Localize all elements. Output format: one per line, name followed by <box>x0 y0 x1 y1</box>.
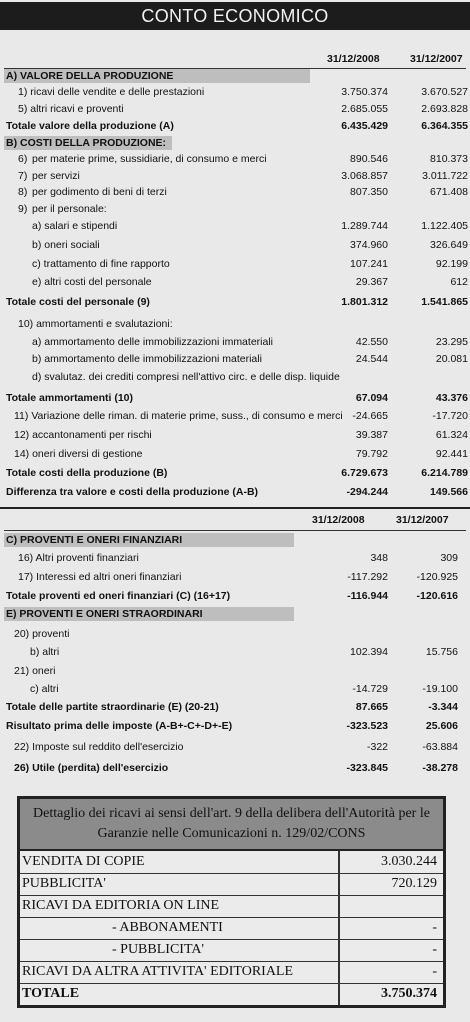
table-row: 7) per servizi 3.068.857 3.011.722 <box>18 170 468 182</box>
table-row: 10) ammortamenti e svalutazioni: <box>18 318 173 330</box>
table-row: d) svalutaz. dei crediti compresi nell'attivo circ. e delle disp. liquide <box>32 371 340 383</box>
table-row: 16) Altri proventi finanziari 348 309 <box>18 552 458 564</box>
total-row: Differenza tra valore e costi della produzione (A-B) -294.244 149.566 <box>6 486 468 498</box>
revenue-detail-header-line1: Dettaglio dei ricavi ai sensi dell'art. 9 della delibera dell'Autorità per le <box>33 806 430 821</box>
section-divider <box>0 507 470 509</box>
total-row: Totale costi della produzione (B) 6.729.673 6.214.789 <box>6 467 468 479</box>
table-row: e) altri costi del personale 29.367 612 <box>32 276 468 288</box>
total-row: Totale ammortamenti (10) 67.094 43.376 <box>6 392 468 404</box>
table-row: b) ammortamento delle immobilizzazioni materiali 24.544 20.081 <box>32 353 468 365</box>
table-row: 11) Variazione delle riman. di materie prime, suss., di consumo e merci -24.665 -17.720 <box>14 410 468 422</box>
revenue-detail-header <box>20 799 443 851</box>
table-row: 17) Interessi ed altri oneri finanziari -117.292 -120.925 <box>18 571 458 583</box>
table-row: - PUBBLICITA' - <box>20 939 443 962</box>
table-row: 12) accantonamenti per rischi 39.387 61.324 <box>14 429 468 441</box>
table-row: VENDITA DI COPIE 3.030.244 <box>20 851 443 874</box>
table-row: RICAVI DA ALTRA ATTIVITA' EDITORIALE - <box>20 961 443 984</box>
section-header-c: C) PROVENTI E ONERI FINANZIARI <box>0 532 470 548</box>
table-row: 5) altri ricavi e proventi 2.685.055 2.693.828 <box>18 103 468 115</box>
section-header-a: A) VALORE DELLA PRODUZIONE <box>0 68 470 84</box>
table-row: - ABBONAMENTI - <box>20 917 443 940</box>
table-row: 14) oneri diversi di gestione 79.792 92.441 <box>14 448 468 460</box>
table-row: PUBBLICITA' 720.129 <box>20 873 443 896</box>
total-row: Totale proventi ed oneri finanziari (C) (16+17) -116.944 -120.616 <box>6 590 458 602</box>
table-row: b) oneri sociali 374.960 326.649 <box>32 239 468 251</box>
divider <box>4 530 466 531</box>
total-row: 26) Utile (perdita) dell'esercizio -323.845 -38.278 <box>14 762 458 774</box>
total-row: Risultato prima delle imposte (A-B+-C+-D+-E) -323.523 25.606 <box>6 720 458 732</box>
section-header-e: E) PROVENTI E ONERI STRAORDINARI <box>0 606 470 622</box>
table-row: 9) per il personale: <box>18 203 107 215</box>
table-row: 1) ricavi delle vendite e delle prestazioni 3.750.374 3.670.527 <box>18 86 468 98</box>
page-title: CONTO ECONOMICO <box>0 2 470 30</box>
column-header-2008: 31/12/2008 <box>312 514 365 526</box>
table-row: b) altri 102.394 15.756 <box>30 646 458 658</box>
column-header-2007: 31/12/2007 <box>410 53 463 65</box>
table-row: 8) per godimento di beni di terzi 807.350 671.408 <box>18 186 468 198</box>
revenue-detail-box <box>17 796 446 1008</box>
table-row: 6) per materie prime, sussidiarie, di consumo e merci 890.546 810.373 <box>18 153 468 165</box>
table-row: c) trattamento di fine rapporto 107.241 92.199 <box>32 258 468 270</box>
column-header-2008: 31/12/2008 <box>327 53 380 65</box>
table-row: 20) proventi <box>14 628 70 640</box>
total-row: Totale delle partite straordinarie (E) (20-21) 87.665 -3.344 <box>6 701 458 713</box>
revenue-detail-header-line2: Garanzie nelle Comunicazioni n. 129/02/CONS <box>97 826 366 841</box>
table-row: RICAVI DA EDITORIA ON LINE <box>20 895 443 918</box>
total-row: TOTALE 3.750.374 <box>22 986 437 1001</box>
column-header-2007: 31/12/2007 <box>396 514 449 526</box>
total-row: Totale costi del personale (9) 1.801.312 1.541.865 <box>6 296 468 308</box>
section-header-b: B) COSTI DELLA PRODUZIONE: <box>0 135 470 151</box>
total-row: Totale valore della produzione (A) 6.435.429 6.364.355 <box>6 120 468 132</box>
table-row: 21) oneri <box>14 665 56 677</box>
table-row: a) salari e stipendi 1.289.744 1.122.405 <box>32 220 468 232</box>
table-row: c) altri -14.729 -19.100 <box>30 683 458 695</box>
table-row: a) ammortamento delle immobilizzazioni immateriali 42.550 23.295 <box>32 336 468 348</box>
table-row: 22) Imposte sul reddito dell'esercizio -322 -63.884 <box>14 741 458 753</box>
